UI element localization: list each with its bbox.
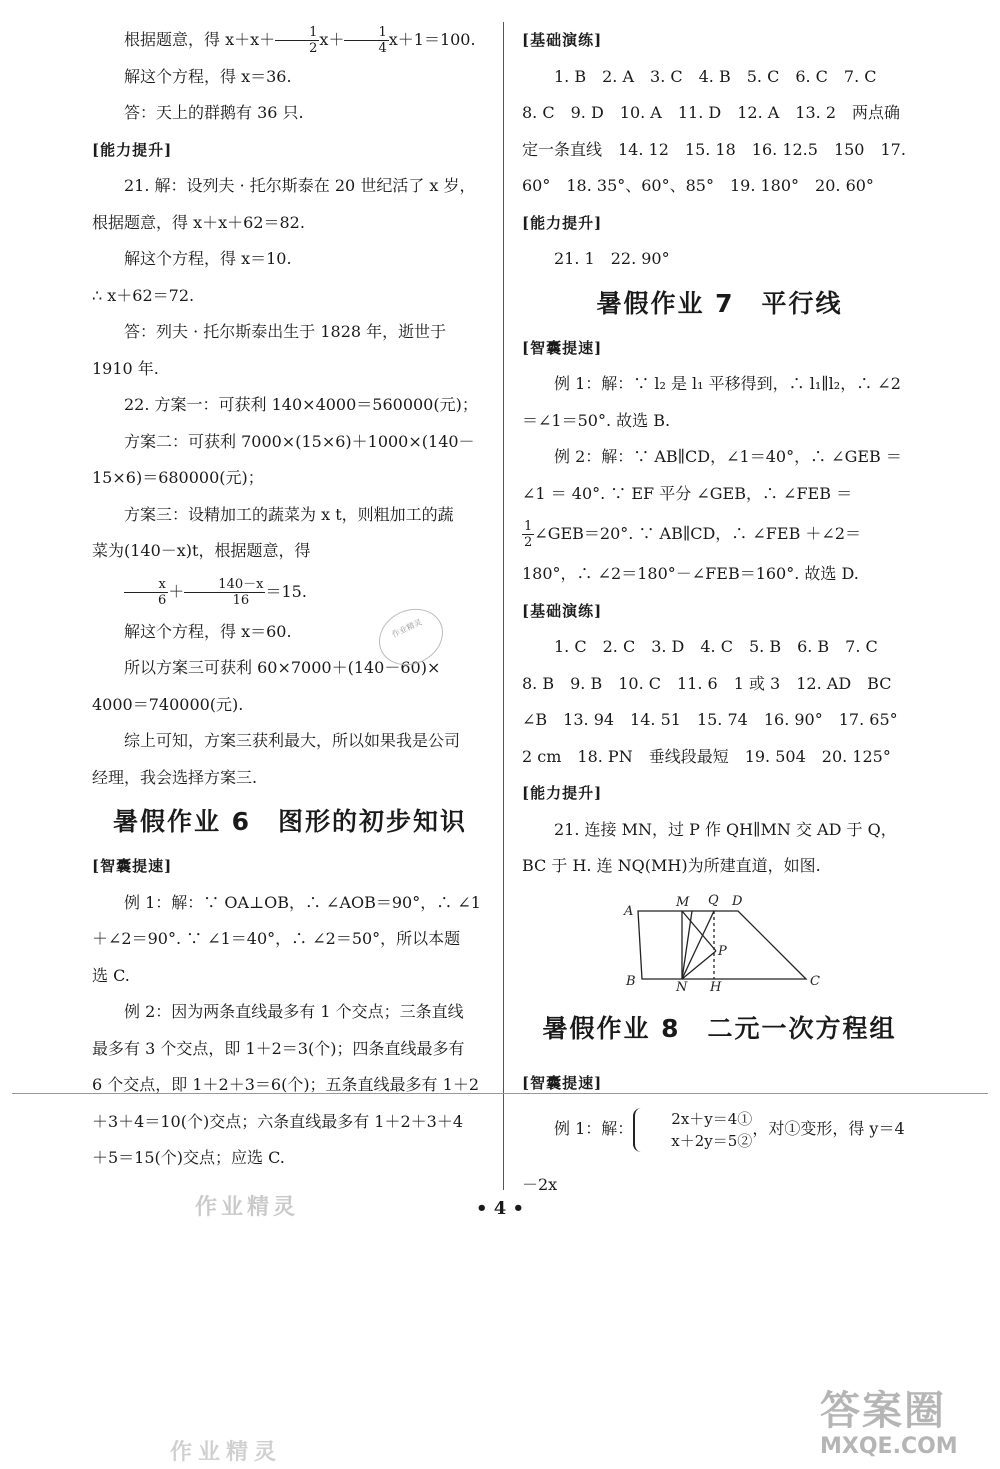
text-line: 例 2：因为两条直线最多有 1 个交点；三条直线	[124, 1002, 464, 1021]
fraction: $\frac{140-x}{16}$	[184, 577, 265, 608]
text-line: 例 1：解：∵ OA⊥OB，∴ ∠AOB＝90°，∴ ∠1	[124, 892, 481, 912]
text-line: 1. B 2. A 3. C 4. B 5. C 6. C 7. C	[554, 66, 877, 86]
point-label-h: H	[709, 979, 721, 991]
text-line: 例 1：解：∵ l₂ 是 l₁ 平移得到，∴ l₁∥l₂，∴ ∠2	[554, 374, 901, 393]
left-column	[92, 22, 488, 1177]
equation-line: 根据题意，得 x＋x＋ $\frac{1}{2}$ x＋ $\frac{1}{4}$ x＋1＝100.	[124, 25, 476, 56]
site-logo	[820, 1388, 990, 1464]
section-label: [智囊提速]	[522, 338, 603, 357]
point-label-q: Q	[707, 892, 719, 908]
logo-url: MXQE.COM	[820, 1434, 958, 1459]
text-line: 最多有 3 个交点，即 1＋2＝3(个)；四条直线最多有	[92, 1038, 465, 1058]
text-line: 答：天上的群鹅有 36 只.	[124, 103, 304, 122]
text-line: 8. B 9. B 10. C 11. 6 1 或 3 12. AD BC	[522, 673, 892, 693]
text-line: 选 C.	[92, 965, 130, 985]
text-line: 方案二：可获利 7000×(15×6)＋1000×(140－	[124, 431, 475, 451]
text-line: 1910 年.	[92, 358, 159, 378]
text-line: 1. C 2. C 3. D 4. C 5. B 6. B 7. C	[554, 637, 878, 656]
page-number: • 4 •	[475, 1198, 525, 1219]
watermark-text: 作业精灵	[170, 1439, 283, 1465]
text-line: 方案三：设精加工的蔬菜为 x t，则粗加工的蔬	[124, 504, 454, 524]
text-line: 菜为(140－x)t，根据题意，得	[92, 541, 311, 560]
fraction: $\frac{x}{6}$	[124, 577, 168, 608]
right-column	[522, 22, 917, 1213]
column-divider	[503, 22, 504, 1190]
text-line: 180°，∴ ∠2＝180°－∠FEB＝160°. 故选 D.	[522, 564, 859, 583]
text-line: 15×6)＝680000(元)；	[92, 468, 264, 487]
text-line: 答：列夫 · 托尔斯泰出生于 1828 年，逝世于	[124, 322, 447, 341]
stamp-mark: 作业精灵	[370, 599, 453, 676]
text-line: ＋∠2＝90°. ∵ ∠1＝40°，∴ ∠2＝50°，所以本题	[92, 929, 461, 948]
chapter-title: 暑假作业 8 二元一次方程组	[542, 1013, 897, 1043]
equation-line: 例 1：解： 2x＋y＝4① x＋2y＝5② ，对①变形，得 y＝4－2x	[522, 1109, 905, 1194]
text-line: 6 个交点，即 1＋2＋3＝6(个)；五条直线最多有 1＋2	[92, 1075, 480, 1094]
text-line: 21. 解：设列夫 · 托尔斯泰在 20 世纪活了 x 岁，	[124, 176, 476, 195]
equation-system: 2x＋y＝4① x＋2y＝5②	[633, 1108, 752, 1152]
text-line: 4000＝740000(元).	[92, 694, 244, 714]
section-label: [能力提升]	[92, 140, 173, 159]
text-line: 21. 1 22. 90°	[554, 249, 670, 268]
text-line: ∠1 ＝ 40°. ∵ EF 平分 ∠GEB，∴ ∠FEB ＝	[522, 483, 853, 503]
fraction: $\frac{1}{2}$	[275, 25, 319, 56]
line-np	[682, 951, 716, 979]
fraction: $\frac{1}{4}$	[344, 25, 388, 56]
watermark-text: 作业精灵	[195, 1194, 300, 1220]
section-label: [能力提升]	[522, 784, 603, 802]
equation-line: $\frac{1}{2}$ ∠GEB＝20°. ∵ AB∥CD，∴ ∠FEB ＋∠2＝	[524, 519, 862, 550]
section-label: [智囊提速]	[522, 1073, 603, 1092]
section-label: [能力提升]	[522, 213, 603, 232]
chapter-title: 暑假作业 7 平行线	[596, 288, 843, 318]
text-line: 所以方案三可获利 60×7000＋(140－60)×	[124, 658, 441, 677]
section-label: [基础演练]	[522, 601, 603, 620]
point-label-a: A	[623, 903, 633, 919]
fraction: $\frac{1}{2}$	[524, 519, 533, 550]
equation-line: $\frac{x}{6}$ ＋ $\frac{140-x}{16}$ ＝15.	[92, 570, 488, 614]
geometry-figure	[620, 891, 820, 991]
text-line: 60° 18. 35°、60°、85° 19. 180° 20. 60°	[522, 176, 874, 195]
point-label-b: B	[625, 973, 636, 989]
text-line: 2 cm 18. PN 垂线段最短 19. 504 20. 125°	[522, 746, 891, 766]
text-line: 22. 方案一：可获利 140×4000＝560000(元)；	[124, 395, 478, 414]
text-line: 21. 连接 MN，过 P 作 QH∥MN 交 AD 于 Q，	[554, 819, 897, 839]
text-line: 综上可知，方案三获利最大，所以如果我是公司	[124, 731, 461, 750]
text-line: ＝∠1＝50°. 故选 B.	[522, 410, 671, 430]
text-line: ∠B 13. 94 14. 51 15. 74 16. 90° 17. 65°	[522, 710, 898, 729]
text-line: 解这个方程，得 x＝10.	[124, 249, 292, 268]
text-line: 例 2：解：∵ AB∥CD，∠1＝40°，∴ ∠GEB ＝	[554, 447, 902, 466]
text-line: 经理，我会选择方案三.	[92, 767, 258, 787]
section-label: [基础演练]	[522, 31, 603, 49]
text-line: ＋3＋4＝10(个)交点；六条直线最多有 1＋2＋3＋4	[92, 1111, 464, 1131]
text-line: 8. C 9. D 10. A 11. D 12. A 13. 2 两点确	[522, 103, 901, 122]
text-line: 解这个方程，得 x＝36.	[124, 66, 292, 86]
point-label-p: P	[717, 943, 727, 959]
text-line: ∴ x＋62＝72.	[92, 285, 195, 305]
point-label-m: M	[675, 894, 689, 910]
chapter-title: 暑假作业 6 图形的初步知识	[112, 807, 468, 836]
text-line: BC 于 H. 连 NQ(MH)为所建直道，如图.	[522, 856, 821, 875]
point-label-d: D	[731, 893, 742, 909]
point-label-n: N	[675, 979, 687, 991]
text-line: 解这个方程，得 x＝60.	[124, 621, 292, 641]
point-label-c: C	[809, 973, 820, 989]
text-line: 定一条直线 14. 12 15. 18 16. 12.5 150 17.	[522, 139, 906, 159]
text-line: 根据题意，得 x＋x＋62＝82.	[92, 212, 305, 232]
section-label: [智囊提速]	[92, 857, 173, 875]
text-line: ＋5＝15(个)交点；应选 C.	[92, 1148, 285, 1167]
logo-text: 答案圈	[820, 1388, 946, 1434]
